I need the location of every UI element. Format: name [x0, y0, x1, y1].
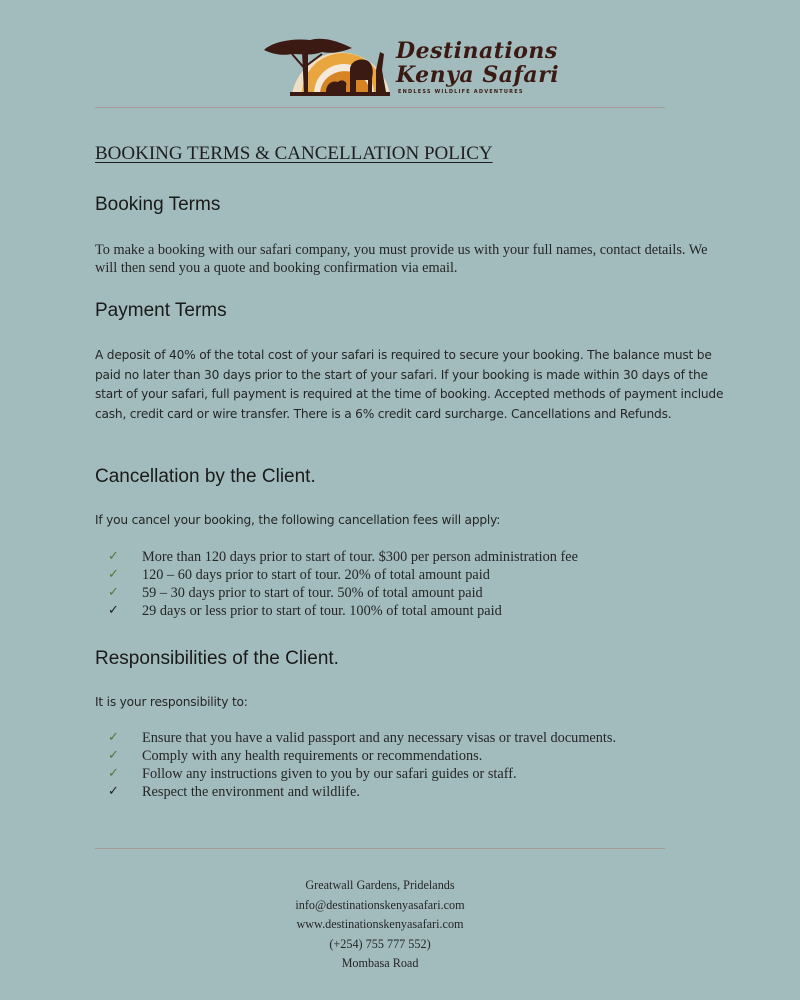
section-heading-responsibilities: Responsibilities of the Client.	[95, 648, 339, 669]
payment-terms-text: A deposit of 40% of the total cost of your safari is required to secure your booking. The balance must be paid no later than 30 days prior to the start of your safari. If your booking is made within 30 days of the start of your safari, full payment is required at the time of booking. Accepted methods of payment include cash, credit card or wire transfer. There is a 6% credit card surcharge. Cancellations and Refunds.	[95, 348, 724, 421]
checkmark-icon: ✓	[108, 585, 119, 600]
checkmark-icon: ✓	[108, 549, 119, 564]
cancellation-intro: If you cancel your booking, the following cancellation fees will apply:	[95, 513, 501, 527]
header-divider	[95, 107, 665, 108]
footer-address: Greatwall Gardens, Pridelands	[305, 878, 455, 892]
checkmark-icon: ✓	[108, 784, 119, 799]
checkmark-icon: ✓	[108, 730, 119, 745]
footer-phone: (+254) 755 777 552)	[329, 936, 431, 951]
brand-name-line1: Destinations	[396, 38, 558, 64]
brand-name-line2: Kenya Safari	[396, 62, 560, 88]
document-title: BOOKING TERMS & CANCELLATION POLICY	[95, 143, 493, 164]
checkmark-icon: ✓	[108, 748, 119, 763]
checkmark-icon: ✓	[108, 567, 119, 582]
section-heading-payment-terms: Payment Terms	[95, 300, 227, 321]
checkmark-icon: ✓	[108, 766, 119, 781]
footer-contact	[200, 876, 560, 974]
footer-road: Mombasa Road	[341, 956, 419, 970]
section-heading-cancellation: Cancellation by the Client.	[95, 466, 316, 487]
section-heading-booking-terms: Booking Terms	[95, 194, 221, 215]
footer-website[interactable]: www.destinationskenyasafari.com	[296, 917, 464, 931]
responsibilities-intro: It is your responsibility to:	[95, 695, 248, 709]
footer-email[interactable]: info@destinationskenyasafari.com	[295, 897, 465, 912]
company-logo	[262, 30, 562, 100]
checkmark-icon: ✓	[108, 603, 119, 618]
brand-tagline: ENDLESS WILDLIFE ADVENTURES	[398, 89, 524, 95]
booking-terms-text: To make a booking with our safari company, you must provide us with your full names, contact details. We will then send you a quote and booking confirmation via email.	[95, 242, 708, 276]
footer-divider	[95, 848, 665, 849]
safari-sunset-icon	[262, 30, 394, 100]
